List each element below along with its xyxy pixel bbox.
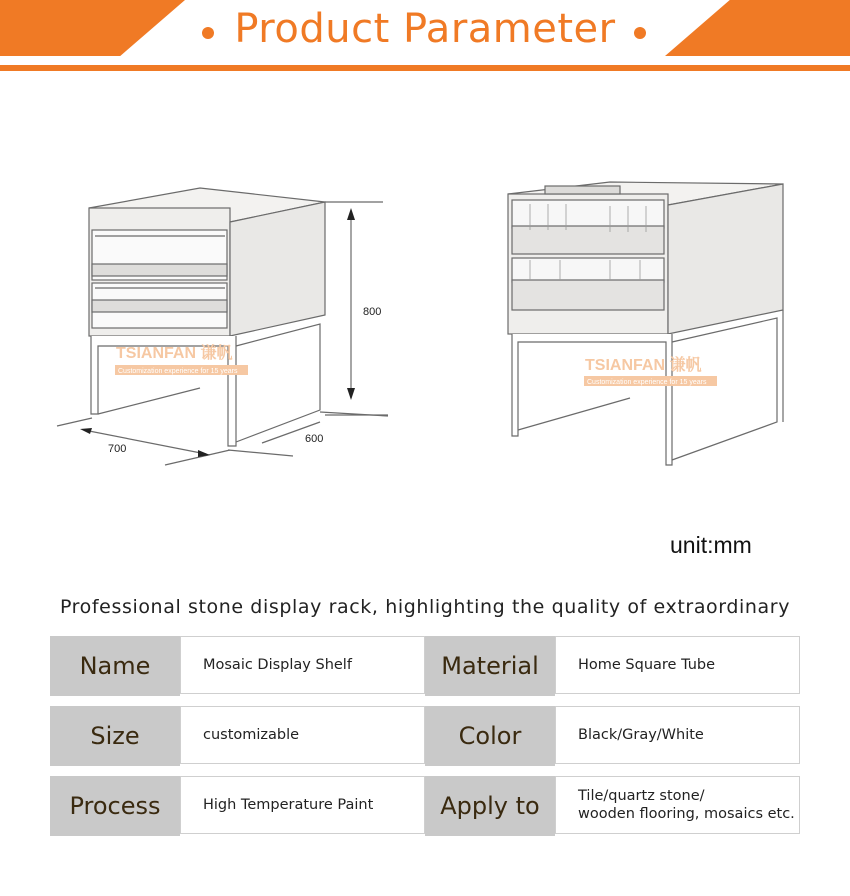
- param-label: Size: [50, 706, 180, 766]
- dim-width-label: 700: [108, 443, 127, 455]
- header-banner: [0, 0, 850, 72]
- param-label: Apply to: [425, 776, 555, 836]
- param-label: Name: [50, 636, 180, 696]
- watermark-right: TSIANFAN 谦帆: [585, 357, 702, 374]
- dimension-drawing-left: [0, 160, 850, 490]
- param-value: Home Square Tube: [555, 636, 800, 694]
- dim-height-label: 800: [363, 306, 382, 318]
- param-label: Color: [425, 706, 555, 766]
- param-row: [50, 636, 800, 696]
- svg-text:Customization experience for 1: Customization experience for 15 years: [118, 368, 238, 375]
- param-value: Tile/quartz stone/ wooden flooring, mosaics etc.: [555, 776, 800, 834]
- product-drawings: [0, 160, 850, 490]
- watermark-left: TSIANFAN 谦帆: [116, 345, 233, 362]
- header-underline: [0, 65, 850, 71]
- param-value: customizable: [180, 706, 425, 764]
- product-tagline: Professional stone display rack, highlighting the quality of extraordinary: [59, 596, 791, 618]
- param-label: Material: [425, 636, 555, 696]
- param-value: Mosaic Display Shelf: [180, 636, 425, 694]
- param-label: Process: [50, 776, 180, 836]
- page-title: Product Parameter: [234, 6, 616, 52]
- dim-depth-label: 600: [305, 433, 324, 445]
- param-value: Black/Gray/White: [555, 706, 800, 764]
- param-value: High Temperature Paint: [180, 776, 425, 834]
- param-row: [50, 776, 800, 836]
- svg-text:Customization experience for 1: Customization experience for 15 years: [587, 379, 707, 386]
- param-row: [50, 706, 800, 766]
- unit-note: unit:mm: [670, 532, 752, 558]
